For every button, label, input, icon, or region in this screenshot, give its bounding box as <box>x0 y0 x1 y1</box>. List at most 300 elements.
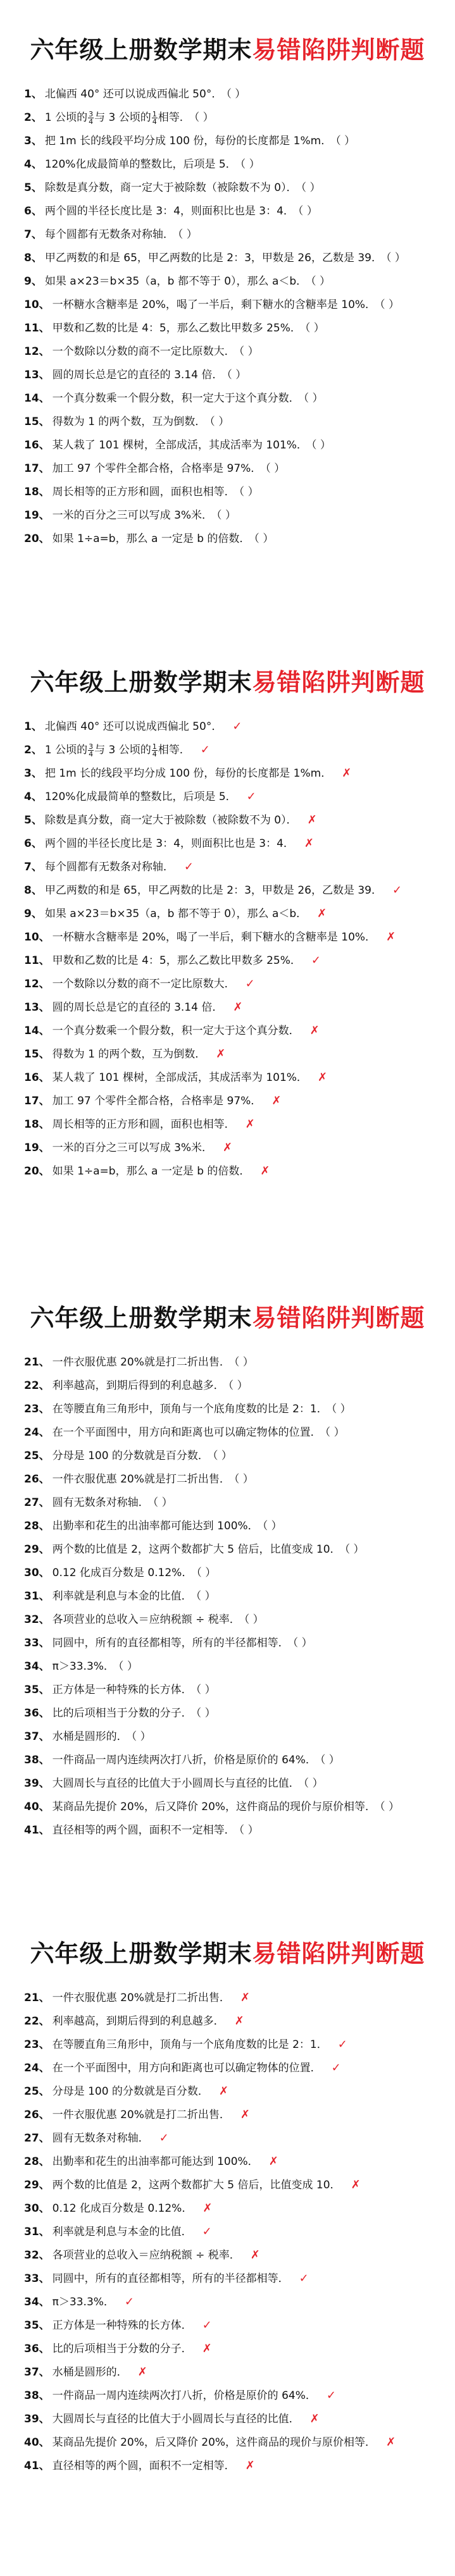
question-row <box>24 1632 442 1654</box>
worksheet-section <box>0 19 455 626</box>
question-number: 26、 <box>24 1473 50 1486</box>
question-number: 32、 <box>24 2249 50 2262</box>
question-number: 32、 <box>24 1613 50 1626</box>
answer-blank[interactable]: （ ） <box>196 1567 216 1579</box>
question-text: 一件商品一周内连续两次打八折，价格是原价的 64%． <box>52 1754 316 1766</box>
question-text: 一件衣服优惠 20%就是打二折出售． <box>52 2109 230 2121</box>
question-row <box>24 950 442 971</box>
question-row <box>24 2151 442 2172</box>
question-text: 周长相等的正方形和圆，面积也相等． <box>52 486 235 498</box>
question-row <box>24 2455 442 2477</box>
question-number: 10、 <box>24 931 50 944</box>
answer-blank[interactable]: （ ） <box>303 1777 323 1790</box>
question-row <box>24 458 442 479</box>
question-text: 某人栽了 101 棵树，全部成活，其成活率为 101%． <box>52 1071 308 1084</box>
question-text: 甲数和乙数的比是 4：5，那么乙数比甲数多 25%． <box>52 954 301 967</box>
cross-mark-icon: ✗ <box>250 2248 260 2262</box>
question-text: 正方体是一种特殊的长方体． <box>52 2319 192 2332</box>
question-text: 一个真分数乘一个假分数，积一定大于这个真分数． <box>52 392 300 405</box>
question-row <box>24 434 442 456</box>
question-text: 分母是 100 的分数就是百分数． <box>52 1450 209 1462</box>
question-number: 29、 <box>24 2179 50 2191</box>
answer-blank[interactable]: （ ） <box>196 1590 216 1603</box>
question-text: 一米的百分之三可以写成 3%米． <box>52 509 213 522</box>
question-row <box>24 411 442 433</box>
question-row <box>24 880 442 901</box>
question-number: 23、 <box>24 2038 50 2051</box>
cross-mark-icon: ✗ <box>260 1164 270 1178</box>
worksheet-section <box>0 1287 455 1894</box>
answer-blank[interactable]: （ ） <box>304 322 325 335</box>
question-row <box>24 2245 442 2266</box>
question-number: 12、 <box>24 345 50 358</box>
question-number: 30、 <box>24 1567 50 1579</box>
question-number: 18、 <box>24 486 50 498</box>
question-number: 2、 <box>24 111 42 124</box>
check-mark-icon: ✓ <box>331 2061 341 2074</box>
question-text: 两个圆的半径长度比是 3：4，则面积比也是 3：4． <box>44 837 294 850</box>
question-number: 14、 <box>24 1025 50 1037</box>
question-number: 25、 <box>24 2085 50 2098</box>
fraction: $\frac{1}{4}$ <box>152 109 157 126</box>
answer-blank[interactable]: （ ） <box>118 1660 138 1673</box>
answer-blank[interactable]: （ ） <box>386 252 406 264</box>
question-number: 33、 <box>24 1637 50 1649</box>
question-row <box>24 1703 442 1724</box>
question-text: 1 公顷的 $\frac{3}{4}$ 与 3 公顷的 $\frac{1}{4}$ 相等． <box>44 109 190 126</box>
check-mark-icon: ✓ <box>299 2272 309 2285</box>
answer-blank[interactable]: （ ） <box>228 1379 248 1392</box>
question-number: 40、 <box>24 1801 50 1813</box>
page-title <box>0 30 455 68</box>
cross-mark-icon: ✗ <box>268 2155 278 2168</box>
question-number: 5、 <box>24 814 42 827</box>
question-row <box>24 810 442 831</box>
answer-blank[interactable]: （ ） <box>311 439 331 452</box>
question-row <box>24 2081 442 2102</box>
question-row <box>24 388 442 409</box>
title-main: 六年级上册数学期末 <box>30 669 252 696</box>
answer-blank[interactable]: （ ） <box>335 135 356 147</box>
fraction: $\frac{1}{4}$ <box>152 742 157 758</box>
question-number: 11、 <box>24 322 50 335</box>
question-number: 27、 <box>24 1496 50 1509</box>
question-row <box>24 2268 442 2289</box>
check-mark-icon: ✓ <box>337 2038 347 2051</box>
question-number: 1、 <box>24 720 42 733</box>
check-mark-icon: ✓ <box>202 2319 212 2332</box>
check-mark-icon: ✓ <box>392 884 402 897</box>
question-number: 41、 <box>24 2460 50 2472</box>
question-row <box>24 481 442 503</box>
question-number: 36、 <box>24 1707 50 1720</box>
question-row <box>24 716 442 737</box>
question-text: 利率就是利息与本金的比值． <box>52 2226 192 2238</box>
check-mark-icon: ✓ <box>159 2131 169 2145</box>
question-number: 18、 <box>24 1118 50 1131</box>
answer-blank[interactable]: （ ） <box>234 1356 254 1369</box>
cross-mark-icon: ✗ <box>218 2085 229 2098</box>
question-row <box>24 2057 442 2079</box>
answer-blank[interactable]: （ ） <box>292 1637 313 1649</box>
page-title <box>0 1934 455 1972</box>
question-text: 如果 1÷a=b，那么 a 一定是 b 的倍数． <box>52 533 251 545</box>
question-row <box>24 903 442 925</box>
cross-mark-icon: ✗ <box>304 837 315 850</box>
question-number: 31、 <box>24 2226 50 2238</box>
question-text: 一个真分数乘一个假分数，积一定大于这个真分数． <box>52 1025 300 1037</box>
answer-blank[interactable]: （ ） <box>226 88 246 101</box>
question-number: 19、 <box>24 1142 50 1154</box>
question-number: 22、 <box>24 1379 50 1392</box>
question-row <box>24 271 442 292</box>
cross-mark-icon: ✗ <box>351 2178 361 2191</box>
question-row <box>24 2408 442 2430</box>
question-row <box>24 1137 442 1159</box>
answer-blank[interactable]: （ ） <box>194 111 214 124</box>
question-text: 一件衣服优惠 20%就是打二折出售． <box>52 1473 230 1486</box>
question-row <box>24 1352 442 1373</box>
answer-blank[interactable]: （ ） <box>216 509 236 522</box>
check-mark-icon: ✓ <box>184 860 194 873</box>
question-text: 圆有无数条对称轴． <box>52 1496 149 1509</box>
question-text: 除数是真分数，商一定大于被除数（被除数不为 0）． <box>44 182 297 194</box>
check-mark-icon: ✓ <box>246 790 256 803</box>
check-mark-icon: ✓ <box>326 2389 336 2402</box>
question-number: 35、 <box>24 2319 50 2332</box>
question-row <box>24 83 442 105</box>
question-text: 同圆中，所有的直径都相等，所有的半径都相等． <box>52 2272 289 2285</box>
answer-blank[interactable]: （ ） <box>301 182 321 194</box>
question-row <box>24 341 442 362</box>
check-mark-icon: ✓ <box>311 954 321 967</box>
question-row <box>24 2221 442 2243</box>
title-highlight: 易错陷阱判断题 <box>252 36 425 64</box>
question-number: 33、 <box>24 2272 50 2285</box>
question-number: 16、 <box>24 1071 50 1084</box>
question-number: 21、 <box>24 1992 50 2004</box>
question-row <box>24 1492 442 1513</box>
answer-blank[interactable]: （ ） <box>239 345 259 358</box>
answer-blank[interactable]: （ ） <box>239 1824 259 1837</box>
question-text: 一杯糖水含糖率是 20%，喝了一半后，剩下糖水的含糖率是 10%． <box>52 299 377 311</box>
question-row <box>24 130 442 152</box>
answer-blank[interactable]: （ ） <box>380 1801 399 1813</box>
question-row <box>24 505 442 526</box>
question-number: 12、 <box>24 978 50 990</box>
question-text: 两个圆的半径长度比是 3：4，则面积比也是 3：4． <box>44 205 294 218</box>
cross-mark-icon: ✗ <box>271 1094 282 1107</box>
question-row <box>24 1586 442 1607</box>
question-row <box>24 1987 442 2009</box>
cross-mark-icon: ✗ <box>216 1047 226 1061</box>
question-text: 直径相等的两个圆，面积不一定相等． <box>52 1824 235 1837</box>
answer-blank[interactable]: （ ） <box>244 1613 264 1626</box>
question-text: 如果 1÷a=b，那么 a 一定是 b 的倍数． <box>52 1165 251 1178</box>
question-row <box>24 786 442 808</box>
question-text: 圆的周长总是它的直径的 3.14 倍． <box>52 369 223 381</box>
answer-blank[interactable]: （ ） <box>212 1450 232 1462</box>
question-row <box>24 763 442 784</box>
question-row <box>24 1445 442 1467</box>
question-number: 15、 <box>24 1048 50 1061</box>
title-highlight: 易错陷阱判断题 <box>252 669 425 696</box>
question-number: 21、 <box>24 1356 50 1369</box>
question-row <box>24 294 442 316</box>
question-row <box>24 1469 442 1490</box>
answer-blank[interactable]: （ ） <box>344 1543 365 1556</box>
question-row <box>24 247 442 269</box>
check-mark-icon: ✓ <box>124 2295 135 2308</box>
question-row <box>24 200 442 222</box>
question-number: 40、 <box>24 2436 50 2449</box>
question-row <box>24 2291 442 2313</box>
question-text: 一件衣服优惠 20%就是打二折出售． <box>52 1356 230 1369</box>
cross-mark-icon: ✗ <box>245 1118 255 1131</box>
question-number: 31、 <box>24 1590 50 1603</box>
question-row <box>24 2104 442 2126</box>
answer-blank[interactable]: （ ） <box>297 205 318 218</box>
question-text: 每个圆都有无数条对称轴． <box>44 228 174 241</box>
question-number: 36、 <box>24 2343 50 2355</box>
question-text: 水桶是圆形的． <box>52 1730 128 1743</box>
question-text: 正方体是一种特殊的长方体． <box>52 1684 192 1696</box>
question-row <box>24 1773 442 1794</box>
question-number: 4、 <box>24 158 42 171</box>
question-number: 20、 <box>24 533 50 545</box>
question-number: 24、 <box>24 1426 50 1439</box>
answer-blank[interactable]: （ ） <box>153 1496 173 1509</box>
answer-blank[interactable]: （ ） <box>227 369 247 381</box>
question-text: 把 1m 长的线段平均分成 100 份，每份的长度都是 1%m． <box>44 135 332 147</box>
question-text: 120%化成最简单的整数比，后项是 5． <box>44 158 237 171</box>
question-row <box>24 1609 442 1630</box>
question-number: 9、 <box>24 908 42 920</box>
question-row <box>24 833 442 854</box>
question-number: 3、 <box>24 135 42 147</box>
question-text: 甲乙两数的和是 65，甲乙两数的比是 2：3，甲数是 26，乙数是 39． <box>44 252 382 264</box>
question-row <box>24 739 442 761</box>
question-text: 一个数除以分数的商不一定比原数大． <box>52 345 235 358</box>
question-row <box>24 1656 442 1677</box>
question-number: 35、 <box>24 1684 50 1696</box>
question-text: 0.12 化成百分数是 0.12%． <box>52 1567 193 1579</box>
question-number: 22、 <box>24 2015 50 2028</box>
question-number: 34、 <box>24 2296 50 2308</box>
answer-blank[interactable]: （ ） <box>234 1473 254 1486</box>
question-text: 一件商品一周内连续两次打八折，价格是原价的 64%． <box>52 2389 316 2402</box>
question-number: 4、 <box>24 791 42 803</box>
question-text: 每个圆都有无数条对称轴． <box>44 861 174 873</box>
question-number: 13、 <box>24 1001 50 1014</box>
question-text: 比的后项相当于分数的分子． <box>52 1707 192 1720</box>
question-number: 6、 <box>24 205 42 218</box>
title-main: 六年级上册数学期末 <box>30 1304 252 1332</box>
question-text: 某商品先提价 20%，后又降价 20%，这件商品的现价与原价相等． <box>52 1801 377 1813</box>
answer-blank[interactable]: （ ） <box>380 299 399 311</box>
question-text: 周长相等的正方形和圆，面积也相等． <box>52 1118 235 1131</box>
question-number: 37、 <box>24 1730 50 1743</box>
question-row <box>24 1375 442 1396</box>
answer-blank[interactable]: （ ） <box>240 158 260 171</box>
answer-blank[interactable]: （ ） <box>325 1426 345 1439</box>
question-row <box>24 2128 442 2149</box>
answer-blank[interactable]: （ ） <box>262 1520 282 1532</box>
question-text: 甲乙两数的和是 65，甲乙两数的比是 2：3，甲数是 26，乙数是 39． <box>44 884 382 897</box>
answer-blank[interactable]: （ ） <box>311 275 331 288</box>
answer-blank[interactable]: （ ） <box>320 1754 340 1766</box>
question-text: 在等腰直角三角形中，顶角与一个底角度数的比是 2：1． <box>52 1403 328 1415</box>
cross-mark-icon: ✗ <box>223 1141 233 1154</box>
question-text: 北偏西 40° 还可以说成西偏北 50°． <box>44 720 223 733</box>
question-text: 某人栽了 101 棵树，全部成活，其成活率为 101%． <box>52 439 308 452</box>
answer-blank[interactable]: （ ） <box>254 533 274 545</box>
question-row <box>24 1114 442 1135</box>
question-text: 利率越高，到期后得到的利息越多． <box>52 2015 225 2028</box>
answer-blank[interactable]: （ ） <box>209 416 230 428</box>
cross-mark-icon: ✗ <box>317 907 327 920</box>
question-number: 13、 <box>24 369 50 381</box>
question-row <box>24 528 442 550</box>
question-number: 41、 <box>24 1824 50 1837</box>
title-main: 六年级上册数学期末 <box>30 36 252 64</box>
question-number: 9、 <box>24 275 42 288</box>
question-row <box>24 1422 442 1443</box>
question-number: 37、 <box>24 2366 50 2379</box>
page-title <box>0 663 455 701</box>
question-text: 某商品先提价 20%，后又降价 20%，这件商品的现价与原价相等． <box>52 2436 377 2449</box>
question-number: 14、 <box>24 392 50 405</box>
question-number: 29、 <box>24 1543 50 1556</box>
check-mark-icon: ✓ <box>245 977 255 990</box>
question-row <box>24 1398 442 1420</box>
question-text: 大圆周长与直径的比值大于小圆周长与直径的比值． <box>52 1777 300 1790</box>
question-number: 26、 <box>24 2109 50 2121</box>
cross-mark-icon: ✗ <box>307 813 317 827</box>
question-row <box>24 856 442 878</box>
cross-mark-icon: ✗ <box>240 2108 250 2121</box>
question-text: 直径相等的两个圆，面积不一定相等． <box>52 2460 235 2472</box>
question-text: 120%化成最简单的整数比，后项是 5． <box>44 791 237 803</box>
check-mark-icon: ✓ <box>202 2225 212 2238</box>
question-text: 加工 97 个零件全都合格，合格率是 97%． <box>52 462 262 475</box>
question-number: 28、 <box>24 1520 50 1532</box>
question-number: 7、 <box>24 228 42 241</box>
question-text: π＞33.3%． <box>52 2296 115 2308</box>
cross-mark-icon: ✗ <box>203 2202 213 2215</box>
question-text: 大圆周长与直径的比值大于小圆周长与直径的比值． <box>52 2413 300 2425</box>
worksheet-section <box>0 1923 455 2530</box>
question-row <box>24 1820 442 1841</box>
question-row <box>24 1067 442 1088</box>
question-number: 17、 <box>24 1095 50 1107</box>
question-number: 8、 <box>24 252 42 264</box>
question-row <box>24 2338 442 2360</box>
question-row <box>24 224 442 245</box>
question-number: 1、 <box>24 88 42 101</box>
question-row <box>24 1044 442 1065</box>
question-text: 如果 a×23＝b×35（a，b 都不等于 0），那么 a＜b． <box>44 275 308 288</box>
question-number: 10、 <box>24 299 50 311</box>
cross-mark-icon: ✗ <box>240 1991 250 2004</box>
question-number: 5、 <box>24 182 42 194</box>
question-number: 16、 <box>24 439 50 452</box>
question-number: 15、 <box>24 416 50 428</box>
answer-blank[interactable]: （ ） <box>239 486 259 498</box>
question-number: 11、 <box>24 954 50 967</box>
answer-blank[interactable]: （ ） <box>196 1684 216 1696</box>
question-row <box>24 1796 442 1818</box>
title-highlight: 易错陷阱判断题 <box>252 1940 425 1968</box>
question-number: 7、 <box>24 861 42 873</box>
answer-blank[interactable]: （ ） <box>177 228 197 241</box>
question-text: 水桶是圆形的． <box>52 2366 128 2379</box>
question-number: 6、 <box>24 837 42 850</box>
cross-mark-icon: ✗ <box>386 930 396 944</box>
question-number: 27、 <box>24 2132 50 2145</box>
question-text: 0.12 化成百分数是 0.12%． <box>52 2202 193 2215</box>
question-text: 得数为 1 的两个数，互为倒数． <box>52 1048 206 1061</box>
check-mark-icon: ✓ <box>200 743 210 756</box>
question-row <box>24 2174 442 2196</box>
question-row <box>24 2362 442 2383</box>
answer-blank[interactable]: （ ） <box>265 462 285 475</box>
question-row <box>24 177 442 199</box>
question-text: 分母是 100 的分数就是百分数． <box>52 2085 209 2098</box>
question-row <box>24 364 442 386</box>
question-number: 30、 <box>24 2202 50 2215</box>
cross-mark-icon: ✗ <box>317 1071 328 1084</box>
cross-mark-icon: ✗ <box>309 1024 320 1037</box>
page-title <box>0 1298 455 1336</box>
question-number: 23、 <box>24 1403 50 1415</box>
question-text: 各项营业的总收入＝应纳税额 ÷ 税率． <box>52 2249 240 2262</box>
question-row <box>24 2034 442 2055</box>
answer-blank[interactable]: （ ） <box>303 392 323 405</box>
title-highlight: 易错陷阱判断题 <box>252 1304 425 1332</box>
question-row <box>24 1020 442 1042</box>
question-text: 加工 97 个零件全都合格，合格率是 97%． <box>52 1095 262 1107</box>
question-text: 一杯糖水含糖率是 20%，喝了一半后，剩下糖水的含糖率是 10%． <box>52 931 377 944</box>
answer-blank[interactable]: （ ） <box>196 1707 216 1720</box>
question-text: 两个数的比值是 2，这两个数都扩大 5 倍后，比值变成 10． <box>52 2179 341 2191</box>
question-text: 在一个平面图中，用方向和距离也可以确定物体的位置． <box>52 2062 321 2074</box>
question-text: π＞33.3%． <box>52 1660 115 1673</box>
cross-mark-icon: ✗ <box>309 2412 320 2425</box>
question-text: 出勤率和花生的出油率都可能达到 100%． <box>52 1520 259 1532</box>
question-text: 利率越高，到期后得到的利息越多． <box>52 1379 225 1392</box>
question-row <box>24 2385 442 2407</box>
fraction: $\frac{3}{4}$ <box>89 742 94 758</box>
question-row <box>24 107 442 128</box>
question-text: 利率就是利息与本金的比值． <box>52 1590 192 1603</box>
question-row <box>24 1539 442 1560</box>
question-row <box>24 973 442 995</box>
cross-mark-icon: ✗ <box>234 2014 244 2028</box>
answer-blank[interactable]: （ ） <box>131 1730 151 1743</box>
question-text: 得数为 1 的两个数，互为倒数． <box>52 416 206 428</box>
question-text: 圆的周长总是它的直径的 3.14 倍． <box>52 1001 223 1014</box>
question-row <box>24 1679 442 1701</box>
question-text: 1 公顷的 $\frac{3}{4}$ 与 3 公顷的 $\frac{1}{4}$ 相等． <box>44 742 190 758</box>
question-text: 一米的百分之三可以写成 3%米． <box>52 1142 213 1154</box>
question-text: 比的后项相当于分数的分子． <box>52 2343 192 2355</box>
question-text: 同圆中，所有的直径都相等，所有的半径都相等． <box>52 1637 289 1649</box>
question-text: 在等腰直角三角形中，顶角与一个底角度数的比是 2：1． <box>52 2038 328 2051</box>
question-row <box>24 1090 442 1112</box>
question-row <box>24 1749 442 1771</box>
answer-blank[interactable]: （ ） <box>331 1403 351 1415</box>
